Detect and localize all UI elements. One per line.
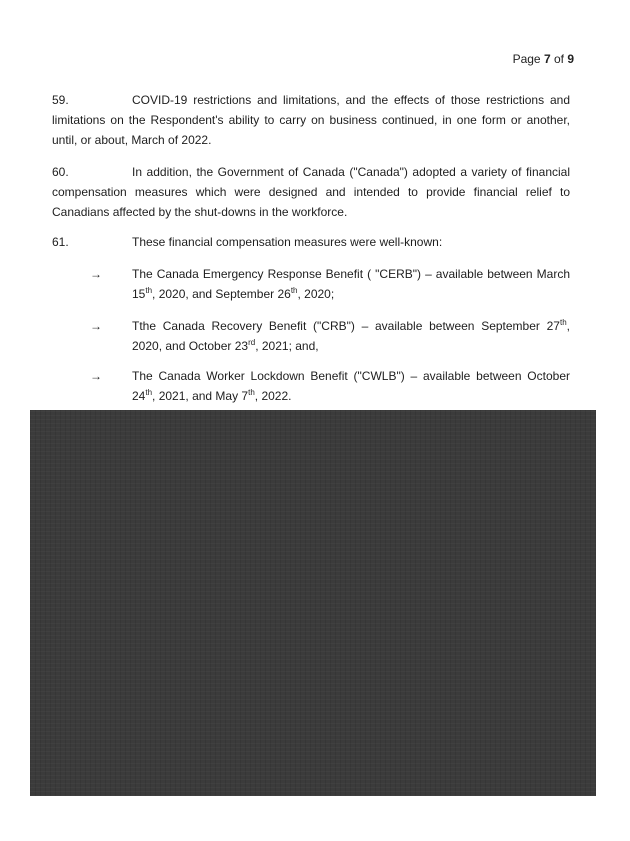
page-total: 9 (567, 52, 574, 66)
page-current: 7 (543, 52, 551, 66)
bullet-cerb (52, 264, 570, 304)
bullet-text: Tthe Canada Recovery Benefit ("CRB") – available between September 27th, 2020, and October 23rd, 2021; and, (132, 318, 570, 353)
bullet-cwlb (52, 366, 570, 406)
paragraph-number: 61. (52, 235, 69, 249)
paragraph-text: These financial compensation measures were well-known: (132, 235, 443, 249)
paragraph-number: 60. (52, 165, 69, 179)
paragraph-number: 59. (52, 93, 69, 107)
redaction-block (30, 410, 596, 796)
arrow-icon: → (90, 319, 102, 333)
page-number: Page 7 of 9 (512, 52, 574, 66)
bullet-crb (52, 316, 570, 356)
bullet-text: The Canada Emergency Response Benefit ( "CERB") – available between March 15th, 2020, and September 26th, 2020; (132, 267, 570, 301)
arrow-icon: → (90, 369, 102, 383)
paragraph-60 (52, 162, 570, 222)
paragraph-59 (52, 90, 570, 150)
paragraph-61 (52, 232, 570, 252)
paragraph-text: COVID-19 restrictions and limitations, and the effects of those restrictions and limitations on the Respondent's ability to carry on business continued, in one form or another, until, or about, March of 2022. (52, 93, 570, 147)
arrow-icon: → (90, 267, 102, 281)
paragraph-text: In addition, the Government of Canada ("Canada") adopted a variety of financial compensation measures which were designed and intended to provide financial relief to Canadians affected by the shut-downs in the workforce. (52, 165, 570, 219)
bullet-text: The Canada Worker Lockdown Benefit ("CWLB") – available between October 24th, 2021, and May 7th, 2022. (132, 369, 570, 403)
